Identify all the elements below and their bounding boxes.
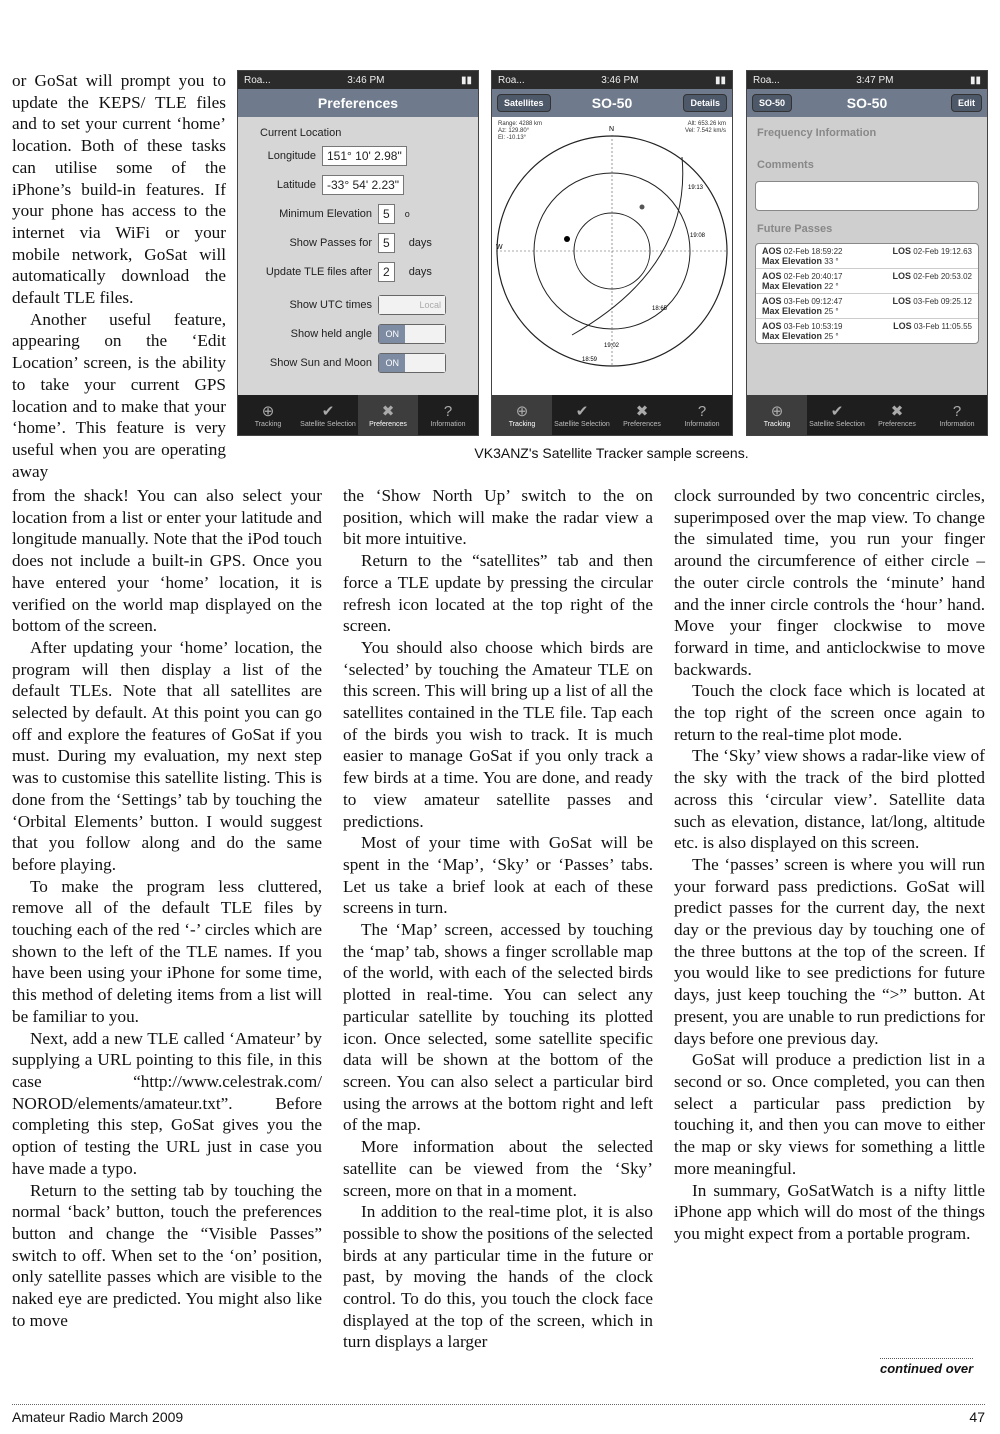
tab-information[interactable]: ? Information	[939, 402, 975, 428]
tab-bar	[492, 395, 732, 435]
paragraph: Next, add a new TLE called ‘Amateur’ by supplying a URL pointing to this file, in this case “http://www.celestrak.com/ NOROD/elements/amateur.txt”. Before completing this step, GoSat gives you the option of testing the URL just in case you have made a typo.	[12, 1028, 322, 1178]
checkmark-icon: ✔	[321, 402, 335, 420]
compass-w: W	[496, 244, 503, 251]
paragraph: In summary, GoSatWatch is a nifty little iPhone app which will do most of the things you might expect from a portable program.	[674, 1180, 985, 1243]
question-icon: ?	[952, 402, 962, 420]
days-label: days	[408, 236, 432, 249]
crosshair-icon: ⊕	[770, 402, 784, 420]
tab-information[interactable]: ? Information	[684, 402, 720, 428]
article-column-2	[343, 485, 653, 1353]
tab-bar	[747, 395, 987, 435]
article-column-1-bottom	[12, 485, 322, 1331]
screenshot-preferences	[237, 70, 479, 436]
nav-bar	[747, 89, 987, 117]
status-bar	[492, 71, 732, 89]
paragraph: The ‘Sky’ view shows a radar-like view of the sky with the track of the bird plotted across this ‘circular view’. Satellite data such as elevation, distance, lat/long, altitude etc. is also displayed on this screen.	[674, 746, 985, 853]
battery-icon: ▮▮	[969, 74, 981, 86]
page-footer	[12, 1404, 985, 1425]
tab-bar	[238, 395, 478, 435]
crosshair-icon: ⊕	[261, 402, 275, 420]
question-icon: ?	[443, 402, 453, 420]
battery-icon: ▮▮	[460, 74, 472, 86]
paragraph: You should also choose which birds are ‘selected’ by touching the Amateur TLE on this screen. This will bring up a list of all the satellites contained in the TLE file. Tap each of the birds you wish to track. It is much easier to manage GoSat if you only track a few birds at a time. You are done, and ready to view amateur satellite passes and predictions.	[343, 637, 653, 831]
toggle-state: ON	[379, 325, 405, 343]
tab-preferences[interactable]: ✖ Preferences	[623, 402, 661, 428]
track-time-label: 19:13	[688, 185, 704, 191]
held-angle-toggle[interactable]	[378, 324, 446, 344]
tools-icon: ✖	[381, 402, 395, 420]
update-tle-field[interactable]: 2	[378, 262, 395, 282]
nav-bar	[238, 89, 478, 117]
clock-label: 3:47 PM	[856, 74, 894, 86]
tab-satellite-selection[interactable]: ✔ Satellite Selection	[554, 402, 610, 428]
nav-bar	[492, 89, 732, 117]
tab-preferences[interactable]: ✖ Preferences	[878, 402, 916, 428]
sun-moon-label: Show Sun and Moon	[269, 356, 372, 369]
carrier-label: Roa...	[753, 74, 780, 86]
page-number: 47	[969, 1409, 985, 1425]
toggle-state: Local	[379, 296, 445, 314]
compass-n: N	[609, 126, 615, 133]
satellite-info-left: Range: 4288 km Az: 129.80° El: -10.13°	[498, 121, 543, 141]
track-time-label: 18:65	[652, 306, 668, 312]
article-column-3	[674, 485, 985, 1245]
status-bar	[747, 71, 987, 89]
question-icon: ?	[697, 402, 707, 420]
paragraph: The ‘passes’ screen is where you will run your forward pass predictions. GoSat will predict passes for the current day, the next day or the previous day by touching one of the three buttons at the top of the screen. If you would like to see predictions for future days, just keep touching the “>” button. At present, you are unable to run predictions for days before one previous day.	[674, 854, 985, 1048]
tab-information[interactable]: ? Information	[430, 402, 466, 428]
nav-title: SO-50	[591, 95, 633, 111]
comments-box[interactable]	[755, 181, 979, 211]
tab-tracking[interactable]: ⊕ Tracking	[492, 395, 552, 435]
min-elevation-field[interactable]: 5	[378, 204, 395, 224]
paragraph: Return to the “satellites” tab and then force a TLE update by pressing the circular refresh icon located at the top right of the screen.	[343, 551, 653, 636]
show-passes-field[interactable]: 5	[378, 233, 395, 253]
tab-tracking[interactable]: ⊕ Tracking	[254, 402, 282, 428]
satellites-back-button[interactable]: Satellites	[497, 94, 551, 112]
held-angle-label: Show held angle	[290, 327, 372, 340]
checkmark-icon: ✔	[575, 402, 589, 420]
paragraph: the ‘Show North Up’ switch to the on position, which will make the radar view a bit more intuitive.	[343, 486, 653, 549]
frequency-information-label: Frequency Information	[757, 127, 877, 139]
future-passes-label: Future Passes	[757, 223, 833, 235]
paragraph: clock surrounded by two concentric circles, superimposed over the map view. To change the simulated time, you run your finger around the circumference of either circle – the outer circle controls the ‘minute’ hand and the inner circle controls the ‘hour’ hand. Move your finger clockwise to move forward in time, and anticlockwise to move backwards.	[674, 486, 985, 679]
show-passes-row	[244, 228, 472, 257]
publication-info: Amateur Radio March 2009	[12, 1409, 184, 1425]
track-time-label: 18:59	[582, 357, 598, 363]
clock-label: 3:46 PM	[601, 74, 639, 86]
longitude-label: Longitude	[267, 149, 316, 162]
min-elevation-row	[244, 199, 472, 228]
latitude-field[interactable]: -33° 54' 2.23"	[322, 175, 404, 195]
degree-symbol: o	[404, 208, 410, 219]
carrier-label: Roa...	[498, 74, 525, 86]
tools-icon: ✖	[635, 402, 649, 420]
tab-tracking[interactable]: ⊕ Tracking	[747, 395, 807, 435]
checkmark-icon: ✔	[830, 402, 844, 420]
nav-title: Preferences	[317, 95, 399, 111]
sun-moon-toggle[interactable]	[378, 353, 446, 373]
longitude-field[interactable]: 151° 10' 2.98"	[322, 146, 407, 166]
paragraph: Return to the setting tab by touching the normal ‘back’ button, touch the preferences button and change the “Visible Passes” switch to off. When set to the ‘on’ position, only satellite passes which are visible to the naked eye are predicted. You might also like to move	[12, 1180, 322, 1330]
paragraph: or GoSat will prompt you to update the KEPS/ TLE files and to set your current ‘home’ location. Both of these tasks can utilise some of the iPhone’s build-in features. If your phone has access to the internet via WiFi or your mobile network, GoSat will automatically download the default TLE files.	[12, 71, 226, 308]
min-elevation-label: Minimum Elevation	[279, 207, 372, 220]
current-location-label: Current Location	[260, 127, 342, 139]
details-button[interactable]: Details	[683, 94, 727, 112]
future-passes-list	[755, 243, 979, 344]
update-tle-label: Update TLE files after	[265, 265, 372, 278]
list-item[interactable]: AOS 03-Feb 09:12:47 LOS 03-Feb 09:25.12 Max Elevation 25 °	[756, 294, 978, 319]
carrier-label: Roa...	[244, 74, 271, 86]
list-item[interactable]: AOS 02-Feb 20:40:17 LOS 02-Feb 20:53.02 Max Elevation 22 °	[756, 269, 978, 294]
list-item[interactable]: AOS 03-Feb 10:53:19 LOS 03-Feb 11:05.55 Max Elevation 25 °	[762, 321, 972, 341]
status-bar	[238, 71, 478, 89]
paragraph: Most of your time with GoSat will be spent in the ‘Map’, ‘Sky’ or ‘Passes’ tabs. Let us take a brief look at each of these screens in turn.	[343, 833, 653, 918]
track-time-label: 19:02	[604, 343, 620, 349]
days-label: days	[408, 265, 432, 278]
clock-label: 3:46 PM	[347, 74, 385, 86]
latitude-label: Latitude	[276, 178, 316, 191]
figure-caption: VK3ANZ's Satellite Tracker sample screens.	[474, 445, 749, 461]
toggle-state: ON	[379, 354, 405, 372]
satellite-marker	[564, 236, 570, 242]
tab-preferences[interactable]: ✖ Preferences	[358, 395, 418, 435]
battery-icon: ▮▮	[714, 74, 726, 86]
sun-moon-row	[244, 348, 472, 377]
paragraph: GoSat will produce a prediction list in a second or so. Once completed, you can then select a particular pass prediction by touching it, and then you can move to either the map or sky views for something a little more meaningful.	[674, 1050, 985, 1178]
edit-button[interactable]: Edit	[951, 94, 982, 112]
paragraph: The ‘Map’ screen, accessed by touching the ‘map’ tab, shows a finger scrollable map of the world, with each of the selected birds plotted in real-time. You can select any particular satellite by touching its plotted icon. Once selected, some satellite specific data will be shown at the bottom of the screen. You can also select a particular bird using the arrows at the bottom right and left of the map.	[343, 920, 653, 1135]
satellite-info-right: Alt: 653.26 km Vel: 7.542 km/s	[684, 121, 726, 134]
radar-plot	[492, 117, 732, 395]
utc-toggle[interactable]	[378, 295, 446, 315]
paragraph: Another useful feature, appearing on the ‘Edit Location’ screen, is the ability to take your current GPS location and to make that your ‘home’. This feature is very useful when you are operating away	[12, 309, 226, 481]
tools-icon: ✖	[890, 402, 904, 420]
preferences-form	[238, 117, 478, 383]
track-time-label: 19:08	[690, 233, 706, 239]
tab-satellite-selection[interactable]: ✔ Satellite Selection	[300, 402, 356, 428]
crosshair-icon: ⊕	[515, 402, 529, 420]
paragraph: More information about the selected satellite can be viewed from the ‘Sky’ screen, more on that in a moment.	[343, 1137, 653, 1200]
longitude-row	[244, 141, 472, 170]
details-list	[747, 117, 987, 344]
list-item[interactable]: AOS 02-Feb 18:59:22 LOS 02-Feb 19:12.63 Max Elevation 33 °	[756, 244, 978, 269]
utc-row	[244, 290, 472, 319]
utc-label: Show UTC times	[289, 298, 372, 311]
paragraph: After updating your ‘home’ location, the program will then display a list of the default TLEs. Note that all satellites are selected by default. At this point you can go off and explore the features of GoSat if you must. During my evaluation, my next step was to customise this satellite listing. This is done from the ‘Settings’ tab by touching the ‘Orbital Elements’ button. I would suggest that you follow along and do the same before playing.	[12, 637, 322, 874]
update-tle-row	[244, 257, 472, 286]
paragraph: In addition to the real-time plot, it is also possible to show the positions of the selected birds at any particular time in the future or past, by moving the hands of the clock control. To do this, you touch the clock face displayed at the top of the screen, which in turn displays a larger	[343, 1202, 653, 1352]
nav-title: SO-50	[846, 95, 888, 111]
screenshot-radar	[491, 70, 733, 436]
sun-marker	[640, 205, 645, 210]
comments-label: Comments	[757, 159, 814, 171]
article-column-1-top	[12, 70, 226, 482]
paragraph: To make the program less cluttered, remove all of the default TLE files by touching each of the red ‘-’ circles which are shown to the left of the TLE names. If you have been using your iPhone for some time, this method of deleting items from a list will be familiar to you.	[12, 876, 322, 1026]
screenshot-satellite-details	[746, 70, 988, 436]
latitude-row	[244, 170, 472, 199]
show-passes-label: Show Passes for	[289, 236, 372, 249]
tab-satellite-selection[interactable]: ✔ Satellite Selection	[809, 402, 865, 428]
held-angle-row	[244, 319, 472, 348]
paragraph: Touch the clock face which is located at the top right of the screen once again to return to the real-time plot mode.	[674, 681, 985, 744]
continued-over-note: continued over	[880, 1358, 973, 1376]
paragraph: from the shack! You can also select your location from a list or enter your latitude and longitude manually. Note that the iPod touch does not include a built-in GPS. Once you have entered your ‘home’ location, it is verified on the world map displayed on the bottom of the screen.	[12, 486, 322, 636]
so50-back-button[interactable]: SO-50	[752, 94, 792, 112]
